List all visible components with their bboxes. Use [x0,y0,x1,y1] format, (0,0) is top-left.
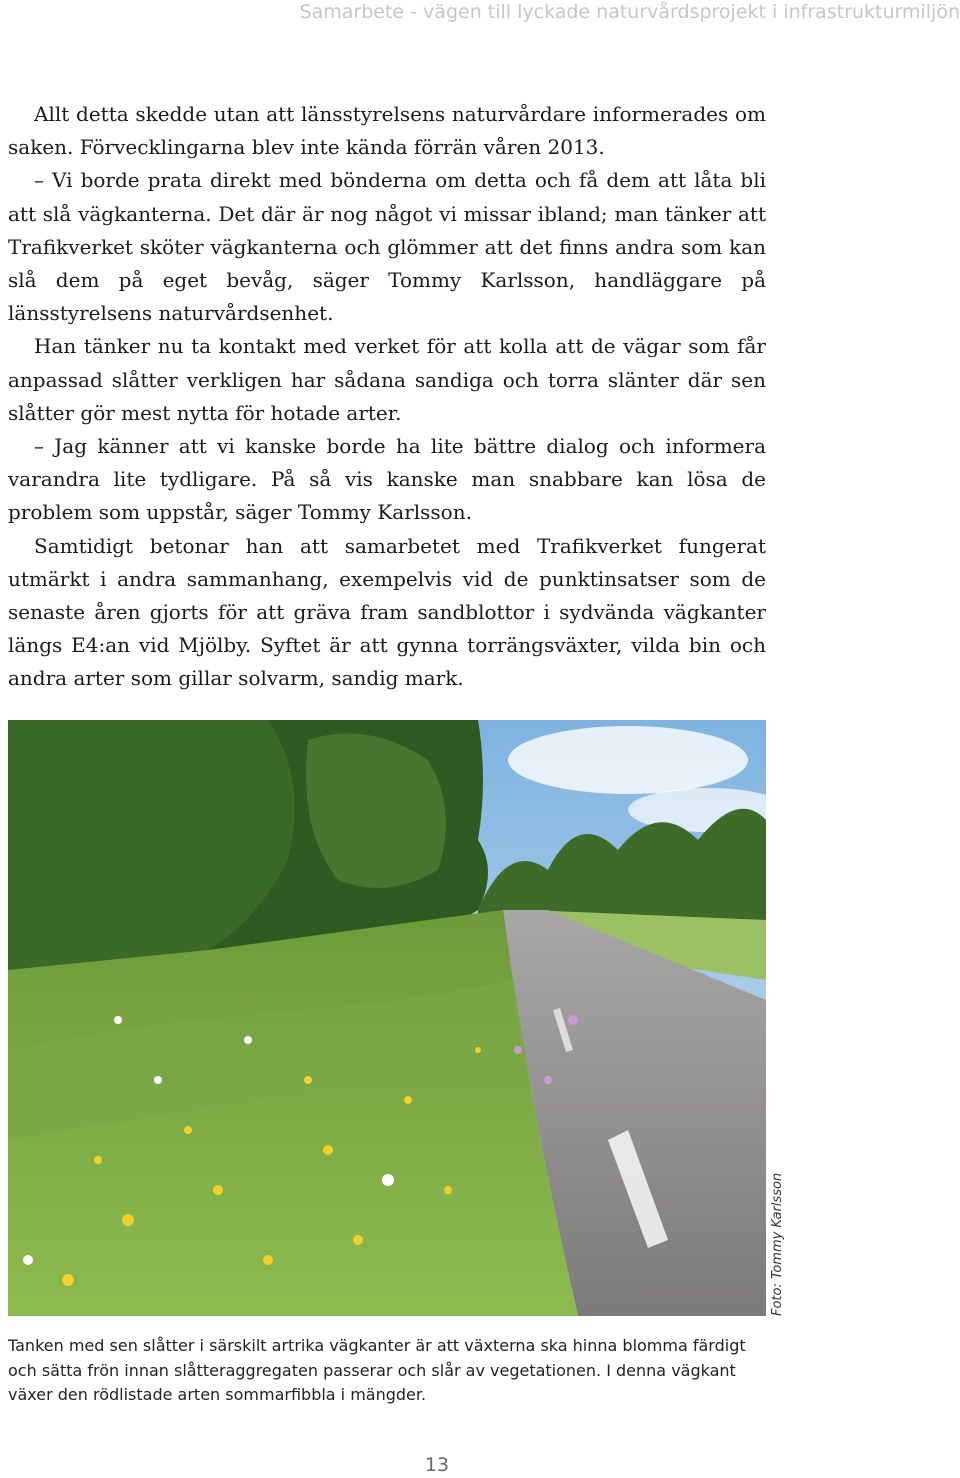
roadside-photo [8,720,766,1316]
paragraph: Han tänker nu ta kontakt med verket för att kolla att de vägar som får anpassad slåtter verkligen har sådana sandiga och torra slänter där sen slåtter gör mest nytta för hotade arter. [8,334,766,425]
paragraph: – Vi borde prata direkt med bönderna om detta och få dem att låta bli att slå vägkanterna. Det där är nog något vi missar ibland; man tänker att Trafikverket sköter vägkanterna och glömmer att det finns andra som kan slå dem på eget bevåg, säger Tommy Karlsson, handläggare på länsstyrelsens naturvårdsenhet. [8,168,766,326]
paragraph: Allt detta skedde utan att länsstyrelsens naturvårdare informerades om saken. Förvecklingarna blev inte kända förrän våren 2013. [8,102,766,160]
photo-caption: Tanken med sen slåtter i särskilt artrika vägkanter är att växterna ska hinna blomma färdigt och sätta frön innan slåtteraggregaten passerar och slår av vegetationen. I denna vägkant växer den rödlistade arten sommarfibbla i mängder. [8,1336,746,1405]
running-header: Samarbete - vägen till lyckade naturvårdsprojekt i infrastrukturmiljön [299,1,960,23]
photo-credit: Foto: Tommy Karlsson [770,1172,785,1316]
article-body [8,98,766,696]
page-number: 13 [424,1454,450,1476]
paragraph: – Jag känner att vi kanske borde ha lite bättre dialog och informera varandra lite tydligare. På så vis kanske man snabbare kan lösa de problem som uppstår, säger Tommy Karlsson. [8,434,766,525]
paragraph: Samtidigt betonar han att samarbetet med Trafikverket fungerat utmärkt i andra sammanhang, exempelvis vid de punktinsatser som de senaste åren gjorts för att gräva fram sandblottor i sydvända vägkanter längs E4:an vid Mjölby. Syftet är att gynna torrängsväxter, vilda bin och andra arter som gillar solvarm, sandig mark. [8,533,766,691]
